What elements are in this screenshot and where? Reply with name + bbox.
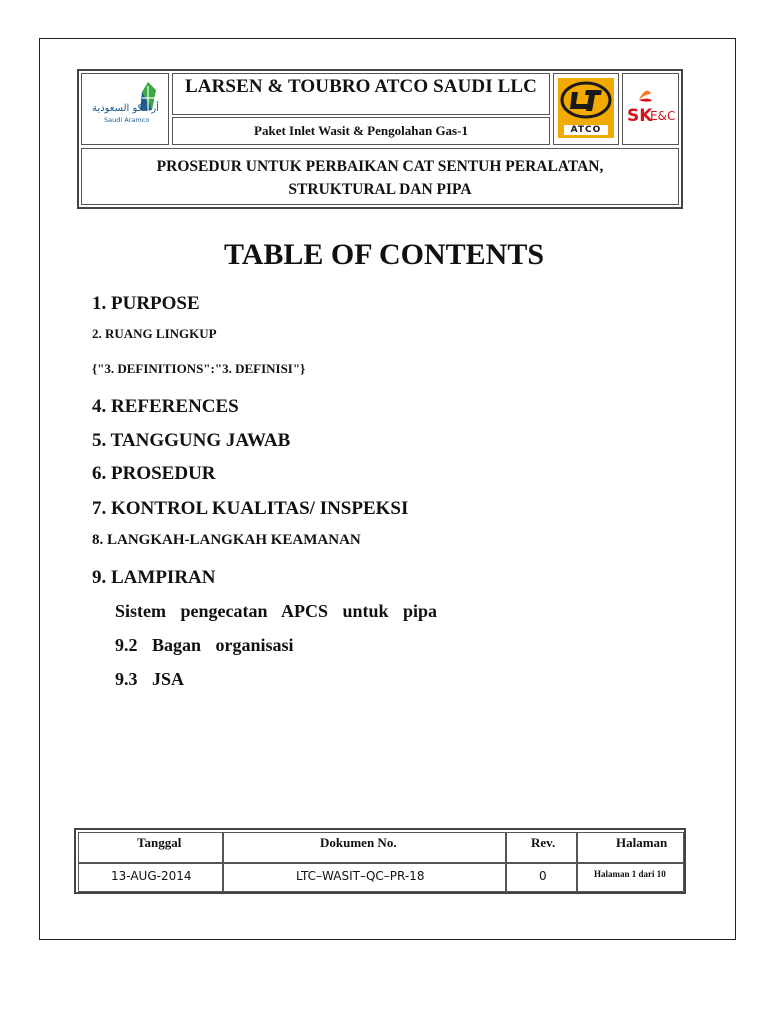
document-title-cell — [81, 148, 679, 205]
toc-item-ruang-lingkup: 2. RUANG LINGKUP — [92, 326, 217, 341]
footer-header-tanggal: Tanggal — [78, 832, 223, 863]
footer-header-rev: Rev. — [506, 832, 577, 863]
toc-item-tanggung-jawab: 5. TANGGUNG JAWAB — [92, 430, 291, 451]
sk-word: SK — [627, 106, 653, 126]
toc-item-prosedur: 6. PROSEDUR — [92, 463, 216, 484]
document-footer-table — [74, 828, 686, 894]
document-title-line-2: STRUKTURAL DAN PIPA — [288, 181, 472, 198]
lt-logo-cell — [553, 73, 619, 145]
sk-ec-logo — [625, 94, 677, 124]
toc-item-lampiran: 9. LAMPIRAN — [92, 567, 216, 588]
sk-logo-cell — [622, 73, 679, 145]
ec-word: E&C — [650, 109, 676, 123]
aramco-english-text: Saudi Aramco — [104, 116, 150, 124]
company-name: LARSEN & TOUBRO ATCO SAUDI LLC — [185, 76, 537, 97]
aramco-logo-cell — [81, 73, 169, 145]
footer-value-rev: 0 — [506, 863, 577, 892]
lt-emblem-icon — [558, 78, 614, 122]
footer-value-dokumen: LTC–WASIT–QC–PR-18 — [223, 863, 506, 892]
toc-item-purpose: 1. PURPOSE — [92, 293, 200, 314]
toc-subitem-jsa: 9.3 JSA — [115, 669, 185, 689]
toc-heading: TABLE OF CONTENTS — [223, 238, 545, 271]
toc-item-langkah-keamanan: 8. LANGKAH-LANGKAH KEAMANAN — [92, 532, 361, 548]
aramco-arabic-text: أرامكو السعودية — [92, 103, 159, 114]
atco-word: ATCO — [564, 125, 608, 135]
toc-item-references: 4. REFERENCES — [92, 396, 239, 417]
toc-subitem-apcs: Sistem pengecatan APCS untuk pipa — [115, 601, 438, 621]
project-name: Paket Inlet Wasit & Pengolahan Gas-1 — [254, 123, 468, 138]
document-title-line-1: PROSEDUR UNTUK PERBAIKAN CAT SENTUH PERALATAN, — [156, 158, 604, 175]
footer-header-dokumen: Dokumen No. — [223, 832, 506, 863]
lt-atco-logo — [558, 78, 614, 138]
sk-butterfly-icon — [625, 88, 677, 102]
saudi-aramco-logo — [90, 80, 164, 140]
project-cell — [172, 117, 550, 145]
document-header — [77, 69, 683, 209]
toc-subitem-bagan-organisasi: 9.2 Bagan organisasi — [115, 635, 294, 655]
company-cell — [172, 73, 550, 115]
footer-value-tanggal: 13-AUG-2014 — [78, 863, 223, 892]
footer-header-halaman: Halaman — [577, 832, 684, 863]
footer-value-halaman: Halaman 1 dari 10 — [577, 863, 684, 892]
document-title — [82, 155, 678, 201]
toc-item-definitions: {"3. DEFINITIONS":"3. DEFINISI"} — [92, 361, 306, 376]
toc-item-kontrol-kualitas: 7. KONTROL KUALITAS/ INSPEKSI — [92, 498, 409, 519]
